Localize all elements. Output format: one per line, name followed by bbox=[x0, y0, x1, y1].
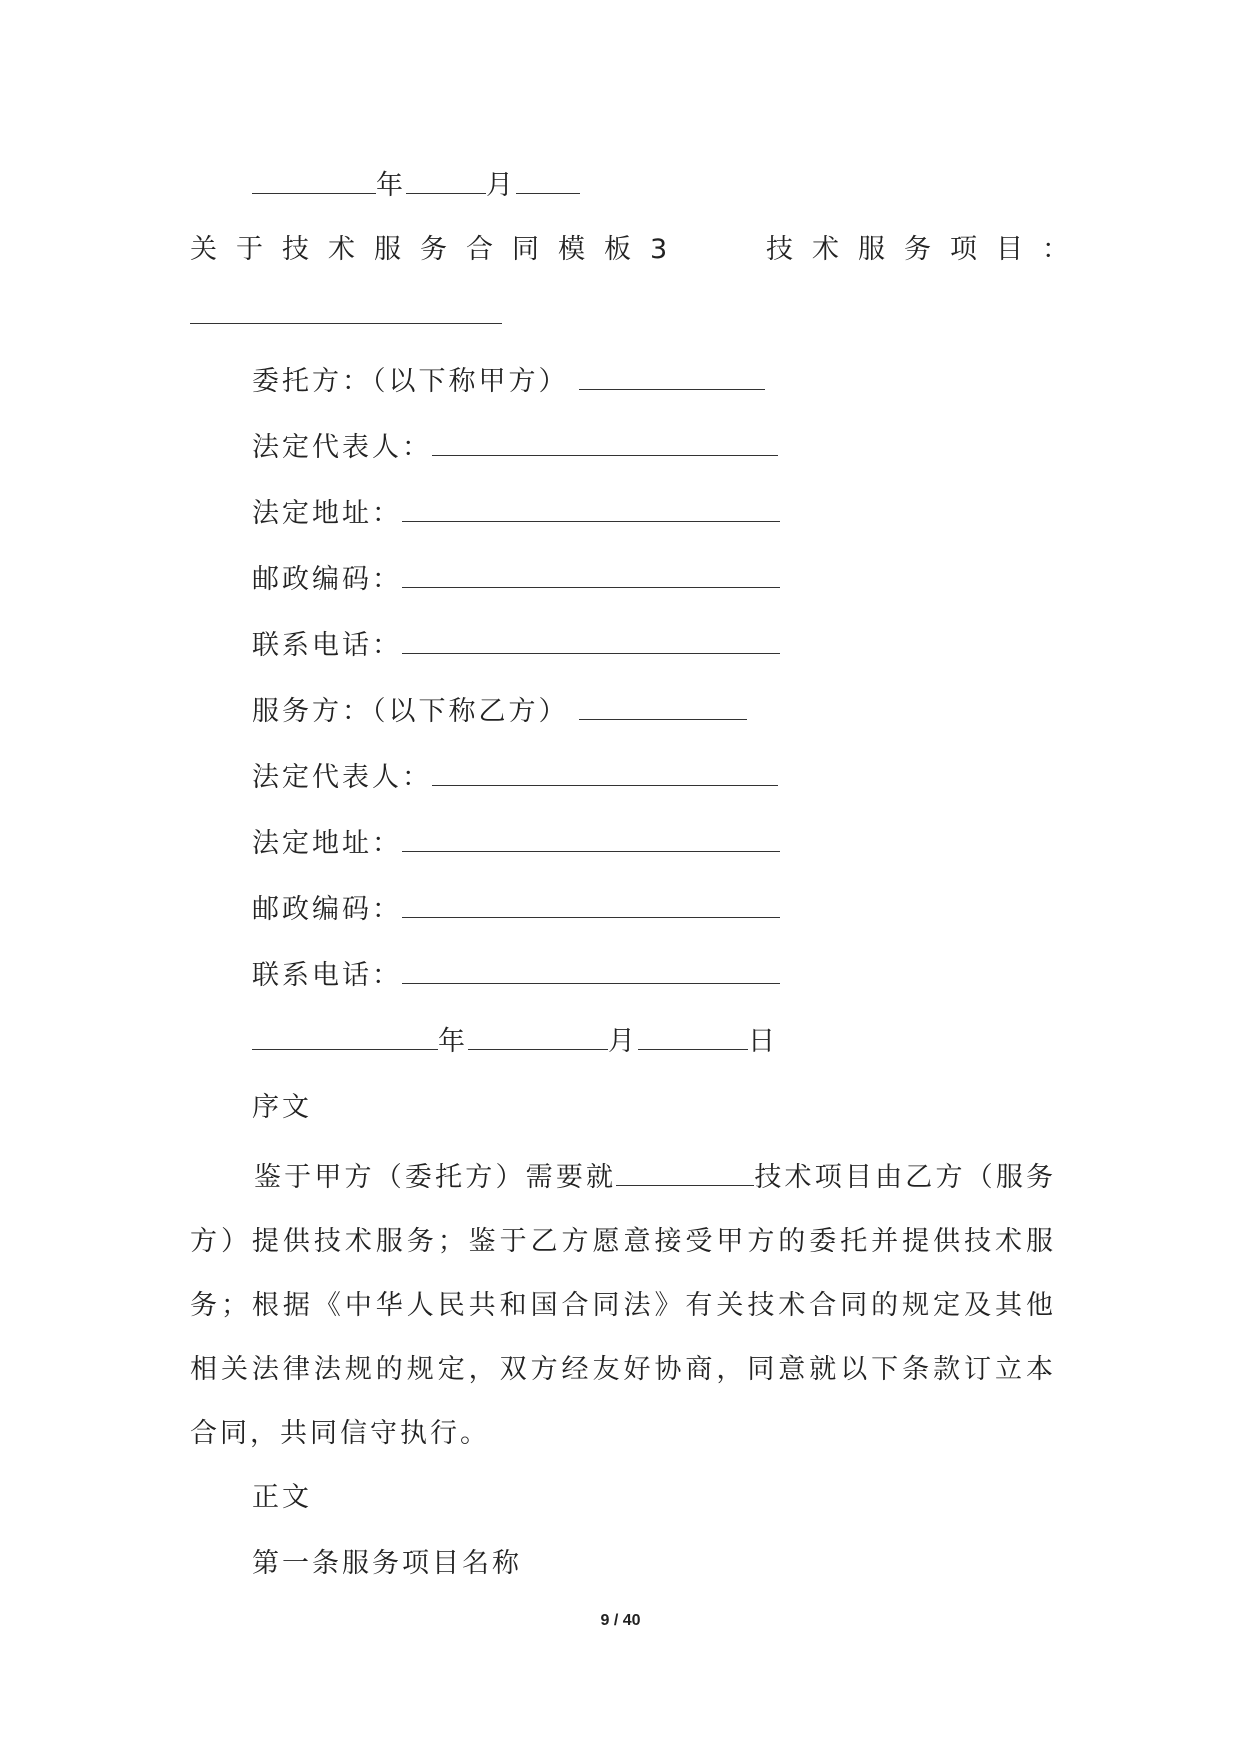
date-day-blank bbox=[638, 1023, 748, 1050]
provider-party-label: 服务方：（以下称乙方） bbox=[252, 696, 569, 727]
client-phone-label: 联系电话： bbox=[252, 630, 402, 661]
provider-phone-line bbox=[252, 956, 780, 996]
preamble-paragraph bbox=[190, 1146, 1056, 1466]
provider-party-blank bbox=[579, 693, 747, 720]
client-address-label: 法定地址： bbox=[252, 498, 402, 529]
date-year-blank bbox=[252, 1023, 438, 1050]
provider-phone-blank bbox=[402, 957, 780, 984]
date-year-label: 年 bbox=[438, 1026, 468, 1057]
date-day-label: 日 bbox=[748, 1026, 778, 1057]
client-address-blank bbox=[402, 495, 780, 522]
client-postcode-blank bbox=[402, 561, 780, 588]
provider-rep-line bbox=[252, 758, 778, 798]
project-label: 技术服务项目： bbox=[766, 234, 1088, 265]
provider-address-line bbox=[252, 824, 780, 864]
day-blank bbox=[516, 167, 580, 194]
client-rep-blank bbox=[432, 429, 778, 456]
provider-postcode-line bbox=[252, 890, 780, 930]
client-phone-blank bbox=[402, 627, 780, 654]
client-postcode-line bbox=[252, 560, 780, 600]
preamble-text-2: 技术项目由乙方（服务方）提供技术服务；鉴于乙方愿意接受甲方的委托并提供技术服务；根据《中华人民共和国合同法》有关技术合同的规定及其他相关法律法规的规定，双方经友好协商，同意就以下条款订立本合同，共同信守执行。 bbox=[190, 1162, 1057, 1449]
provider-party-line bbox=[252, 692, 747, 732]
provider-postcode-blank bbox=[402, 891, 780, 918]
contract-title: 关于技术服务合同模板3 bbox=[190, 234, 687, 265]
client-address-line bbox=[252, 494, 780, 534]
project-blank-line bbox=[190, 296, 502, 336]
client-party-label: 委托方：（以下称甲方） bbox=[252, 366, 569, 397]
provider-rep-label: 法定代表人： bbox=[252, 762, 432, 793]
client-party-blank bbox=[579, 363, 765, 390]
date-line bbox=[252, 1022, 778, 1062]
date-month-blank bbox=[468, 1023, 608, 1050]
month-blank bbox=[406, 167, 486, 194]
project-blank bbox=[190, 297, 502, 324]
provider-postcode-label: 邮政编码： bbox=[252, 894, 402, 925]
preamble-heading: 序文 bbox=[252, 1092, 312, 1123]
body-heading: 正文 bbox=[252, 1482, 312, 1513]
date-month-label: 月 bbox=[608, 1026, 638, 1057]
year-blank bbox=[252, 167, 376, 194]
preamble-project-blank bbox=[616, 1159, 754, 1186]
page-number: 9 / 40 bbox=[600, 1612, 641, 1629]
client-rep-label: 法定代表人： bbox=[252, 432, 432, 463]
article-1-heading: 第一条服务项目名称 bbox=[252, 1548, 522, 1579]
client-postcode-label: 邮政编码： bbox=[252, 564, 402, 595]
provider-address-label: 法定地址： bbox=[252, 828, 402, 859]
month-label: 月 bbox=[486, 170, 516, 201]
provider-phone-label: 联系电话： bbox=[252, 960, 402, 991]
provider-address-blank bbox=[402, 825, 780, 852]
client-rep-line bbox=[252, 428, 778, 468]
date-line-top bbox=[252, 166, 580, 206]
client-party-line bbox=[252, 362, 765, 402]
provider-rep-blank bbox=[432, 759, 778, 786]
year-label: 年 bbox=[376, 170, 406, 201]
client-phone-line bbox=[252, 626, 780, 666]
preamble-text-1: 鉴于甲方（委托方）需要就 bbox=[254, 1162, 617, 1193]
